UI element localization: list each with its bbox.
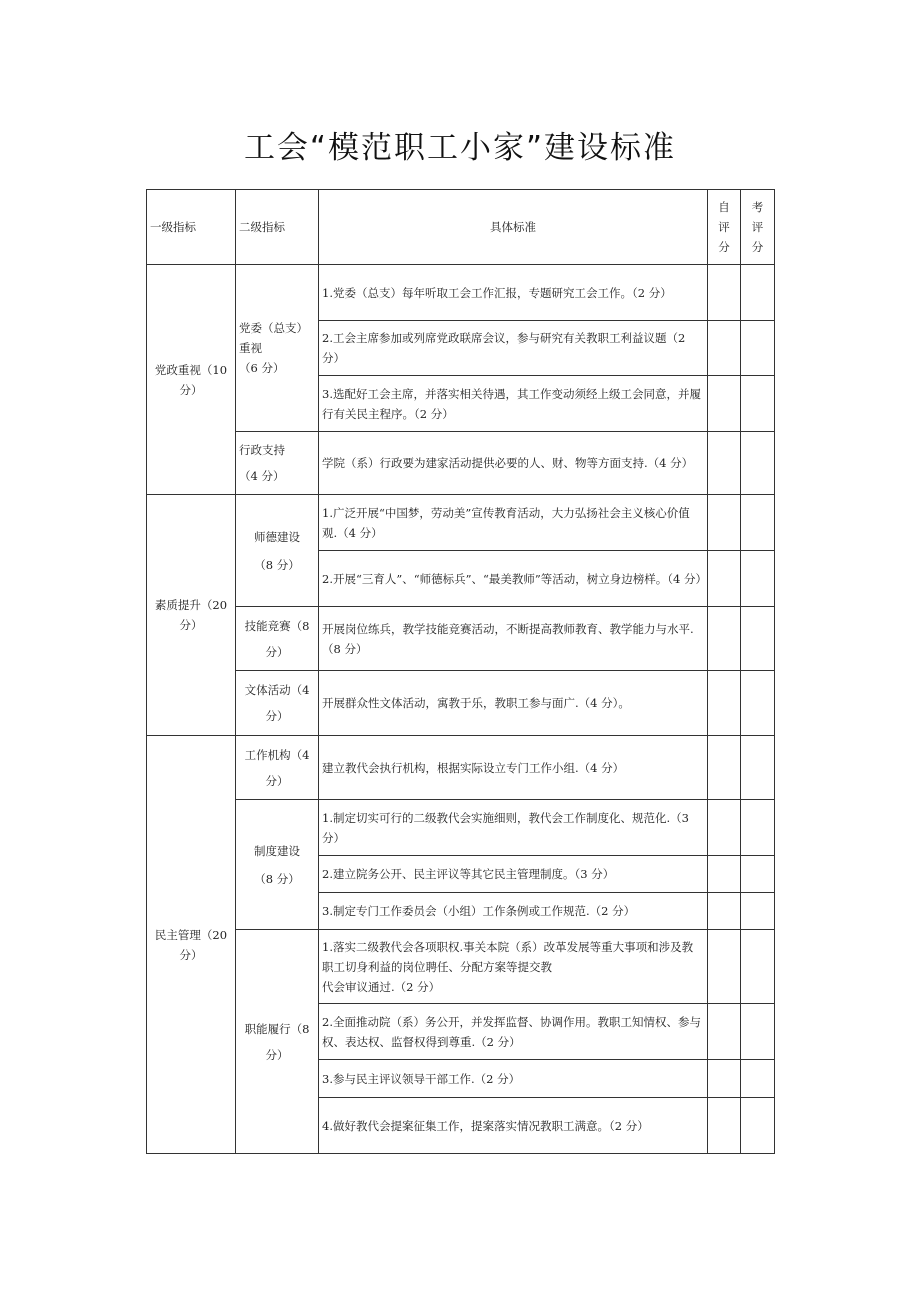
header-self-score-char: 评	[718, 220, 730, 234]
header-review-score-char: 考	[751, 200, 764, 214]
review-score-cell	[741, 930, 775, 1004]
header-level1: 一级指标	[147, 190, 236, 265]
self-score-cell	[708, 495, 741, 551]
review-score-cell	[741, 1004, 775, 1060]
level2-skills	[236, 607, 319, 671]
level1-quality	[147, 495, 236, 736]
self-score-cell	[708, 930, 741, 1004]
level1-line: 分）	[179, 382, 203, 397]
criteria-cell: 2.开展“三育人”、“师德标兵”、“最美教师”等活动，树立身边榜样。（4 分）	[319, 551, 708, 607]
level2-line: （4 分）	[239, 469, 285, 483]
review-score-cell	[741, 893, 775, 930]
table-row	[147, 432, 775, 495]
level2-party-committee	[236, 265, 319, 432]
self-score-cell	[708, 376, 741, 432]
level2-line: （8 分）	[254, 557, 300, 572]
review-score-cell	[741, 671, 775, 736]
criteria-line: 1.落实二级教代会各项职权.事关本院（系）改革发展等重大事项和涉及教职工切身利益的岗位聘任、分配方案等提交教	[322, 939, 694, 974]
level1-party-support	[147, 265, 236, 495]
self-score-cell	[708, 1060, 741, 1098]
level2-line: 文体活动（4	[244, 683, 310, 697]
level2-line: 分）	[265, 709, 289, 723]
level2-line: 技能竞赛（8	[244, 618, 310, 633]
table-row	[147, 265, 775, 321]
criteria-cell: 3.选配好工会主席，并落实相关待遇，其工作变动须经上级工会同意，并履行有关民主程序。（2 分）	[319, 376, 708, 432]
criteria-cell: 建立教代会执行机构，根据实际设立专门工作小组.（4 分）	[319, 736, 708, 800]
level1-line: 分）	[179, 618, 203, 632]
criteria-cell: 开展群众性文体活动，寓教于乐，教职工参与面广.（4 分）。	[319, 671, 708, 736]
page-title: 工会“模范职工小家”建设标准	[243, 130, 677, 166]
self-score-cell	[708, 265, 741, 321]
header-review-score	[741, 190, 775, 265]
review-score-cell	[741, 607, 775, 671]
review-score-cell	[741, 432, 775, 495]
self-score-cell	[708, 321, 741, 376]
level2-line: 党委（总支）	[239, 321, 308, 335]
review-score-cell	[741, 321, 775, 376]
review-score-cell	[741, 551, 775, 607]
level2-line: 师德建设	[254, 529, 300, 544]
self-score-cell	[708, 551, 741, 607]
level2-line: 分）	[265, 644, 289, 659]
criteria-cell: 4.做好教代会提案征集工作，提案落实情况教职工满意。（2 分）	[319, 1098, 708, 1154]
level2-work-org	[236, 736, 319, 800]
criteria-cell: 1.广泛开展“中国梦，劳动美”宣传教育活动，大力弘扬社会主义核心价值观.（4 分）	[319, 495, 708, 551]
header-self-score-char: 自	[718, 200, 730, 214]
criteria-cell: 2.全面推动院（系）务公开，并发挥监督、协调作用。教职工知情权、参与权、表达权、监督权得到尊重.（2 分）	[319, 1004, 708, 1060]
level2-line: （6 分）	[239, 361, 285, 375]
review-score-cell	[741, 856, 775, 893]
review-score-cell	[741, 1060, 775, 1098]
review-score-cell	[741, 265, 775, 321]
table-header-row	[147, 190, 775, 265]
level2-admin-support	[236, 432, 319, 495]
level2-line: 制度建设	[254, 843, 300, 858]
header-level2: 二级指标	[236, 190, 319, 265]
table-row	[147, 495, 775, 551]
self-score-cell	[708, 1004, 741, 1060]
table-row	[147, 930, 775, 1004]
level2-line: 职能履行（8	[244, 1021, 310, 1036]
level1-democracy	[147, 736, 236, 1154]
level2-function	[236, 930, 319, 1154]
table-row	[147, 607, 775, 671]
review-score-cell	[741, 1098, 775, 1154]
self-score-cell	[708, 893, 741, 930]
table-row	[147, 736, 775, 800]
standards-table	[146, 189, 775, 1154]
level1-line: 分）	[179, 947, 203, 962]
review-score-cell	[741, 736, 775, 800]
level1-line: 素质提升（20	[154, 598, 228, 612]
level2-line: 分）	[265, 773, 289, 788]
header-self-score-char: 分	[718, 240, 730, 254]
level2-ethics	[236, 495, 319, 607]
self-score-cell	[708, 800, 741, 856]
review-score-cell	[741, 495, 775, 551]
level2-line: 重视	[239, 341, 262, 355]
criteria-cell: 3.制定专门工作委员会（小组）工作条例或工作规范.（2 分）	[319, 893, 708, 930]
header-criteria: 具体标准	[319, 190, 708, 265]
self-score-cell	[708, 432, 741, 495]
review-score-cell	[741, 376, 775, 432]
self-score-cell	[708, 671, 741, 736]
criteria-cell: 3.参与民主评议领导干部工作.（2 分）	[319, 1060, 708, 1098]
review-score-cell	[741, 800, 775, 856]
level2-line: 工作机构（4	[244, 747, 310, 762]
table-row	[147, 800, 775, 856]
header-review-score-char: 分	[751, 240, 764, 254]
level2-line: 行政支持	[239, 443, 285, 457]
level1-line: 党政重视（10	[154, 362, 228, 377]
table-row	[147, 671, 775, 736]
criteria-line: 代会审议通过.（2 分）	[322, 979, 441, 994]
criteria-cell: 1.党委（总支）每年听取工会工作汇报，专题研究工会工作。（2 分）	[319, 265, 708, 321]
criteria-cell: 学院（系）行政要为建家活动提供必要的人、财、物等方面支持.（4 分）	[319, 432, 708, 495]
self-score-cell	[708, 1098, 741, 1154]
level2-line: （8 分）	[254, 871, 300, 886]
header-review-score-char: 评	[751, 220, 764, 234]
criteria-cell	[319, 930, 708, 1004]
criteria-cell: 1.制定切实可行的二级教代会实施细则，教代会工作制度化、规范化.（3 分）	[319, 800, 708, 856]
criteria-cell: 2.工会主席参加或列席党政联席会议，参与研究有关教职工利益议题（2 分）	[319, 321, 708, 376]
level2-line: 分）	[265, 1047, 289, 1062]
header-self-score	[708, 190, 741, 265]
self-score-cell	[708, 856, 741, 893]
self-score-cell	[708, 736, 741, 800]
criteria-cell: 开展岗位练兵，教学技能竞赛活动，不断提高教师教育、教学能力与水平.（8 分）	[319, 607, 708, 671]
level1-line: 民主管理（20	[154, 927, 228, 942]
self-score-cell	[708, 607, 741, 671]
criteria-cell: 2.建立院务公开、民主评议等其它民主管理制度。（3 分）	[319, 856, 708, 893]
level2-system	[236, 800, 319, 930]
level2-culture	[236, 671, 319, 736]
